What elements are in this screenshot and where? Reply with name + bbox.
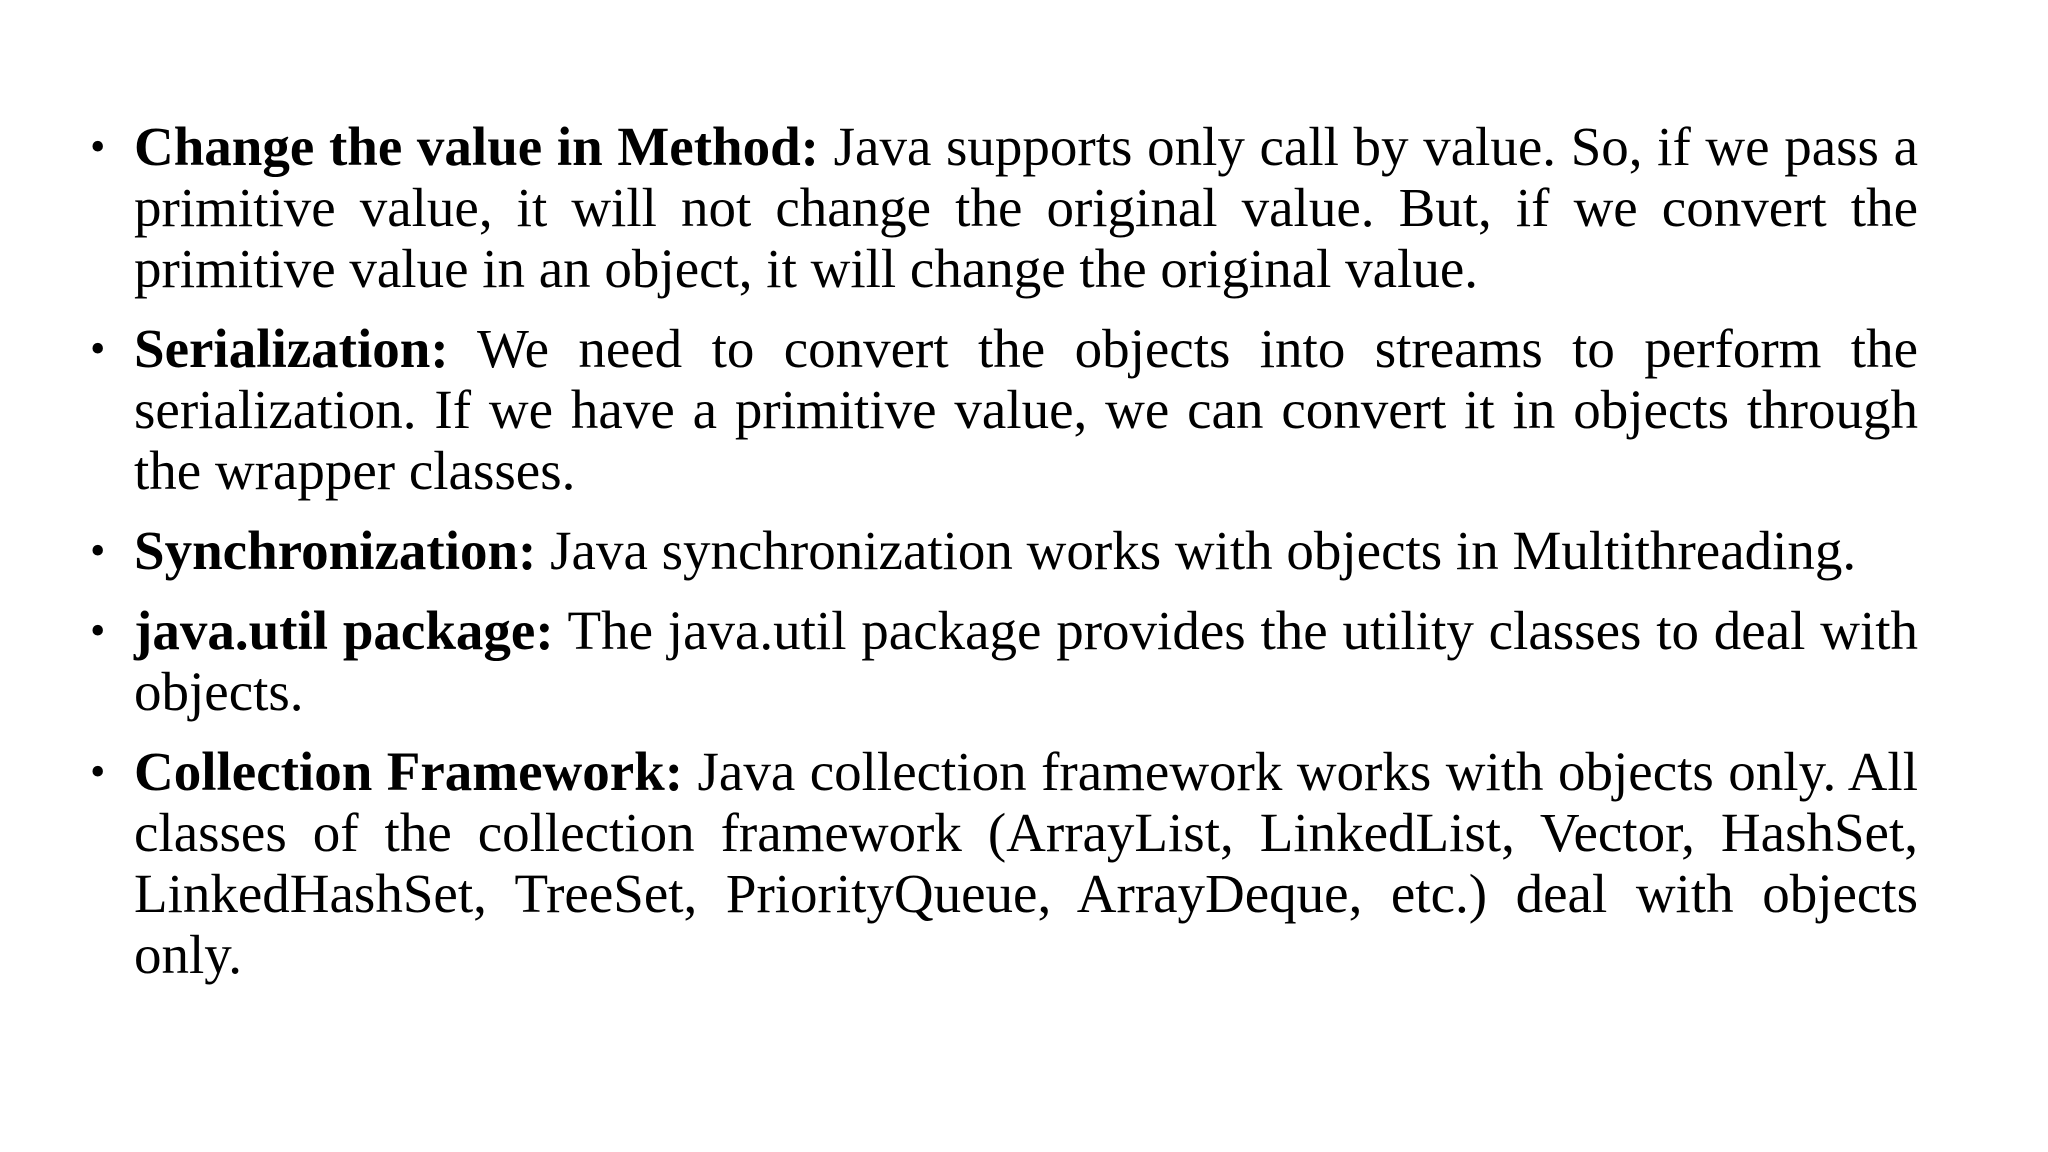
- bullet-list: [88, 116, 1918, 1004]
- bullet-item-synchronization: [88, 520, 1918, 581]
- bullet-term: Change the value in Method:: [134, 116, 819, 177]
- bullet-text: The java.util package provides the utility classes to deal with objects.: [134, 600, 1918, 722]
- bullet-icon: •: [90, 606, 106, 655]
- bullet-icon: •: [90, 324, 106, 373]
- bullet-item-java-util: [88, 600, 1918, 722]
- bullet-icon: •: [90, 747, 106, 796]
- bullet-item-collection-framework: [88, 741, 1918, 985]
- bullet-text: Java supports only call by value. So, if we pass a primitive value, it will not change the original value. But, if we convert the primitive value in an object, it will change the original value.: [134, 116, 1918, 299]
- bullet-term: Collection Framework:: [134, 741, 684, 802]
- bullet-text: We need to convert the objects into streams to perform the serialization. If we have a primitive value, we can convert it in objects through the wrapper classes.: [134, 318, 1918, 501]
- bullet-term: java.util package:: [134, 600, 554, 661]
- bullet-term: Synchronization:: [134, 520, 537, 581]
- bullet-text: Java collection framework works with objects only. All classes of the collection framework (ArrayList, LinkedList, Vector, HashSet, LinkedHashSet, TreeSet, PriorityQueue, ArrayDeque, etc.) deal with objects only.: [134, 741, 1918, 985]
- bullet-item-serialization: [88, 318, 1918, 501]
- bullet-item-change-value: [88, 116, 1918, 299]
- bullet-icon: •: [90, 526, 106, 575]
- bullet-icon: •: [90, 122, 106, 171]
- bullet-term: Serialization:: [134, 318, 449, 379]
- bullet-text: Java synchronization works with objects in Multithreading.: [536, 520, 1857, 581]
